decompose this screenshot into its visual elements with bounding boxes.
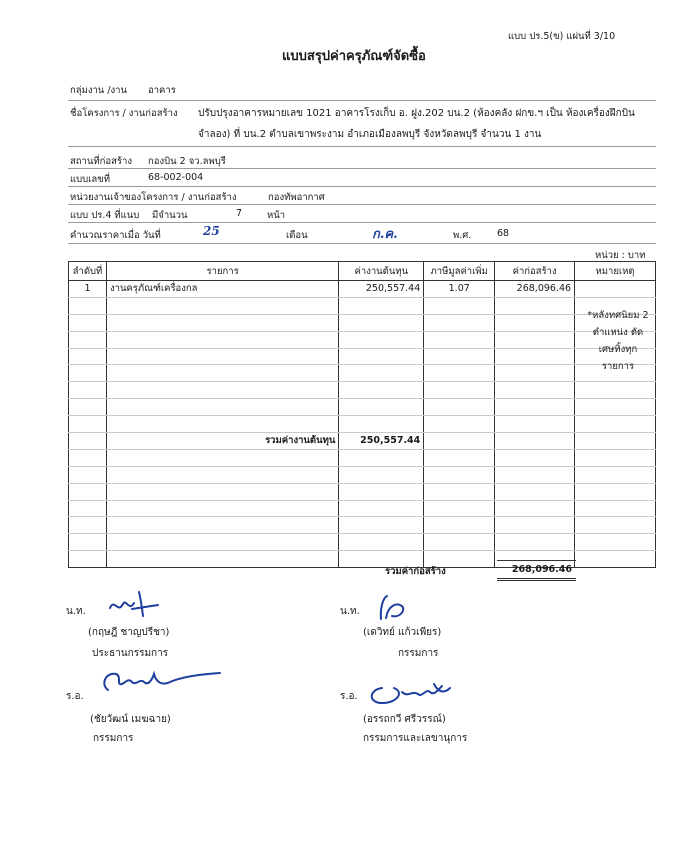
col-header-total: ค่าก่อสร้าง: [495, 262, 575, 281]
page-title: แบบสรุปค่าครุภัณฑ์จัดซื้อ: [282, 49, 426, 64]
subtotal-value: 250,557.44: [339, 433, 424, 450]
remark-note-line: เศษทิ้งทุก: [598, 344, 638, 355]
table-row: [69, 483, 656, 500]
table-row: [69, 382, 656, 399]
divider: [68, 146, 656, 147]
signature-role: กรรมการ: [93, 733, 134, 744]
year-value: 68: [497, 228, 510, 239]
project-line-2: จำลอง) ที่ บน.2 ตำบลเขาพระงาม อำเภอเมืองลพบุรี จังหวัดลพบุรี จำนวน 1 งาน: [198, 129, 542, 140]
agency-value: กองทัพอากาศ: [268, 192, 325, 203]
col-header-item: รายการ: [106, 262, 338, 281]
handwritten-signature-4: [364, 676, 464, 710]
divider: [68, 222, 656, 223]
remark-note-line: ตำแหน่ง ตัด: [592, 327, 644, 338]
grand-total-label: รวมค่าก่อสร้าง: [385, 566, 446, 577]
handwritten-signature-2: [374, 592, 410, 624]
table-row: [69, 399, 656, 416]
row-cost: 250,557.44: [339, 281, 424, 298]
agency-label: หน่วยงานเจ้าของโครงการ / งานก่อสร้าง: [70, 192, 237, 203]
subtotal-label: รวมค่างานต้นทุน: [106, 433, 338, 450]
signature-role: กรรมการและเลขานุการ: [363, 733, 468, 744]
group-value: อาคาร: [148, 85, 176, 96]
table-header-row: [69, 262, 656, 281]
table-row: [69, 348, 656, 365]
date-day-handwritten: 25: [203, 224, 220, 238]
month-label: เดือน: [286, 230, 308, 241]
attached-pages-label: แบบ ปร.4 ที่แนบ: [70, 210, 140, 221]
attached-pages-mid: มีจำนวน: [152, 210, 188, 221]
col-header-vat: ภาษีมูลค่าเพิ่ม: [424, 262, 495, 281]
handwritten-signature-3: [96, 662, 226, 700]
year-label: พ.ศ.: [453, 230, 472, 241]
divider: [68, 204, 656, 205]
signature-name: (อรรถกวี ศรีวรรณ์): [363, 714, 446, 725]
site-value: กองบิน 2 จว.ลพบุรี: [148, 156, 226, 167]
site-label: สถานที่ก่อสร้าง: [70, 156, 132, 167]
remark-note: [582, 307, 654, 375]
col-header-no: ลำดับที่: [69, 262, 107, 281]
project-line-1: ปรับปรุงอาคารหมายเลข 1021 อาคารโรงเก็บ อ. ฝูง.202 บน.2 (ห้องคลัง ฝกข.ฯ เป็น ห้องเครื่องฝึกบิน: [198, 108, 635, 119]
table-row: [69, 517, 656, 534]
unit-label: หน่วย : บาท: [595, 250, 646, 261]
table-row: [69, 365, 656, 382]
row-total: 268,096.46: [495, 281, 575, 298]
row-item: งานครุภัณฑ์เครื่องกล: [106, 281, 338, 298]
table-row: [69, 297, 656, 314]
table-row: [69, 416, 656, 433]
date-label: คำนวณราคาเมื่อ วันที่: [70, 230, 161, 241]
month-handwritten: ก.ค.: [372, 227, 398, 242]
grand-total-value: 268,096.46: [511, 564, 572, 575]
table-row: [69, 500, 656, 517]
signature-role: กรรมการ: [398, 648, 439, 659]
plan-number-label: แบบเลขที่: [70, 174, 111, 185]
form-code: แบบ ปร.5(ข) แผ่นที่ 3/10: [508, 31, 616, 42]
row-no: 1: [69, 281, 107, 298]
col-header-remark: หมายเหตุ: [575, 262, 656, 281]
subtotal-row: [69, 433, 656, 450]
table-row: [69, 449, 656, 466]
table-row: [69, 466, 656, 483]
signature-name: (เดวิทย์ แก้วเพียร): [363, 627, 442, 638]
handwritten-signature-1: [106, 586, 166, 620]
signature-name: (ชัยวัฒน์ เมฆฉาย): [90, 714, 171, 725]
project-label: ชื่อโครงการ / งานก่อสร้าง: [70, 108, 178, 119]
cost-table: [68, 261, 656, 568]
signature-role: ประธานกรรมการ: [92, 648, 169, 659]
divider: [68, 243, 656, 244]
divider: [68, 100, 656, 101]
signature-rank: ร.อ.: [66, 691, 84, 702]
table-row: [69, 534, 656, 551]
attached-pages-unit: หน้า: [267, 210, 286, 221]
table-row: [69, 314, 656, 331]
signature-rank: ร.อ.: [340, 691, 358, 702]
row-remark: [575, 281, 656, 298]
table-row: [69, 331, 656, 348]
signature-rank: น.ท.: [66, 606, 86, 617]
plan-number-value: 68-002-004: [148, 172, 204, 183]
remark-note-line: *หลังทศนิยม 2: [587, 310, 649, 321]
divider: [68, 168, 656, 169]
row-vat: 1.07: [424, 281, 495, 298]
signature-name: (กฤษฎี ชาญปรีชา): [88, 627, 170, 638]
table-row: [69, 281, 656, 298]
signature-rank: น.ท.: [340, 606, 360, 617]
group-label: กลุ่มงาน /งาน: [70, 85, 127, 96]
remark-note-line: รายการ: [601, 361, 635, 372]
attached-pages-count: 7: [236, 208, 243, 219]
divider: [68, 186, 656, 187]
col-header-cost: ค่างานต้นทุน: [339, 262, 424, 281]
